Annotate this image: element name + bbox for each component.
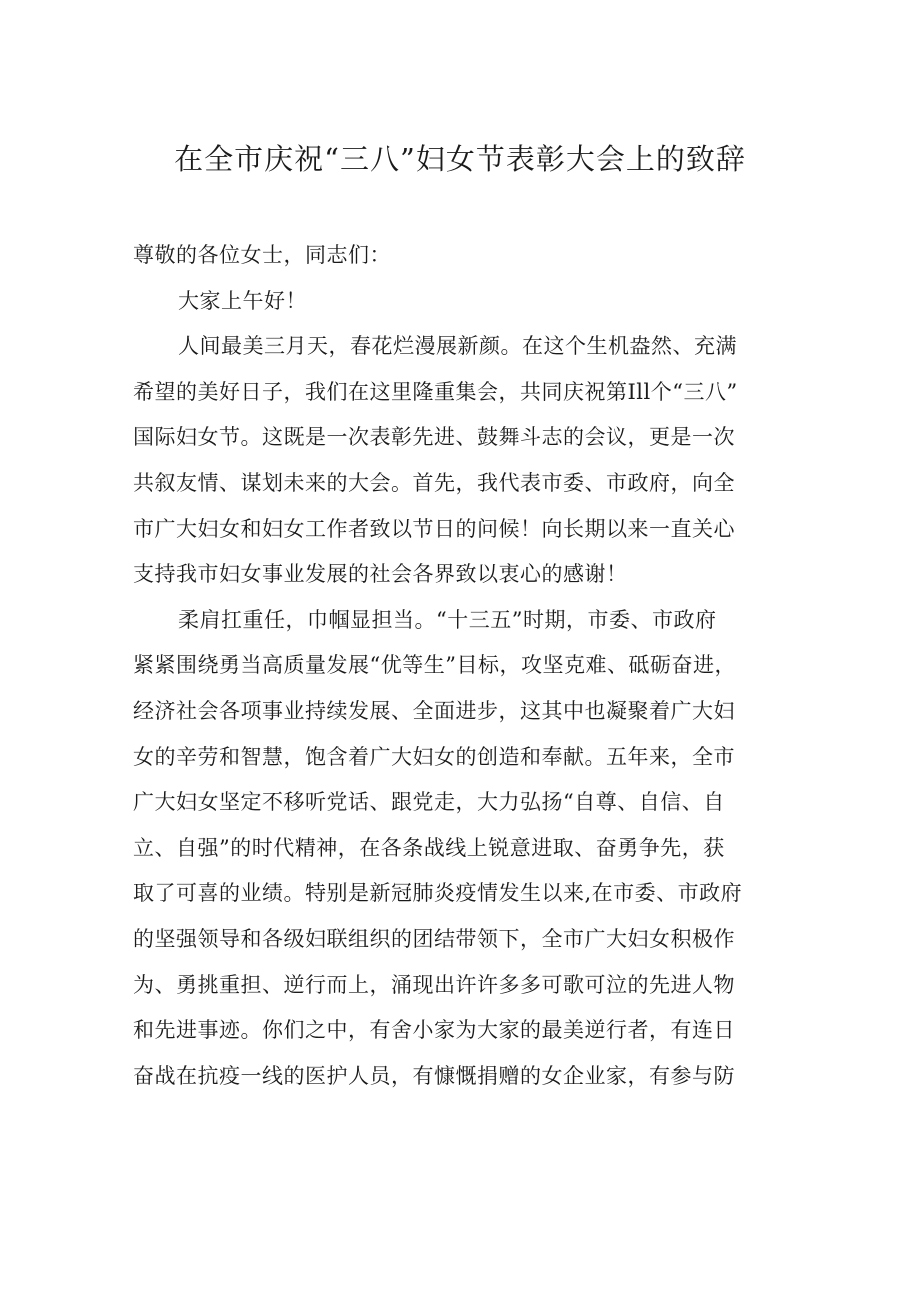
text-line: 市广大妇女和妇女工作者致以节日的问候！向长期以来一直关心 (133, 516, 735, 541)
text-line: 柔肩扛重任，巾帼显担当。“十三五”时期，市委、市政府 (178, 607, 717, 632)
text-line: 希望的美好日子，我们在这里隆重集会，共同庆祝第Ill个“三八” (133, 379, 738, 404)
text-line: 为、勇挑重担、逆行而上，涌现出许许多多可歌可泣的先进人物 (133, 972, 735, 997)
text-line: 取了可喜的业绩。特别是新冠肺炎疫情发生以来,在市委、市政府 (133, 881, 743, 906)
text-line: 和先进事迹。你们之中，有舍小家为大家的最美逆行者，有连日 (133, 1018, 735, 1043)
document-title: 在全市庆祝“三八”妇女节表彰大会上的致辞 (174, 142, 746, 176)
text-line: 立、自强”的时代精神，在各条战线上锐意进取、奋勇争先，获 (133, 835, 725, 860)
text-line: 共叙友情、谋划未来的大会。首先，我代表市委、市政府，向全 (133, 470, 735, 495)
text-line: 紧紧围绕勇当高质量发展“优等生”目标，攻坚克难、砥砺奋进， (133, 653, 736, 678)
text-line: 人间最美三月天，春花烂漫展新颜。在这个生机盎然、充满 (178, 334, 737, 359)
document-body (133, 233, 793, 1099)
text-line: 支持我市妇女事业发展的社会各界致以衷心的感谢！ (133, 562, 628, 587)
text-line: 尊敬的各位女士，同志们： (133, 243, 391, 267)
text-line: 的坚强领导和各级妇联组织的团结带领下，全市广大妇女积极作 (133, 926, 735, 951)
text-line: 广大妇女坚定不移听党话、跟党走，大力弘扬“自尊、自信、自 (133, 790, 725, 815)
text-line: 经济社会各项事业持续发展、全面进步，这其中也凝聚着广大妇 (133, 698, 735, 723)
text-line: 大家上午好！ (178, 288, 307, 313)
text-line: 奋战在抗疫一线的医护人员，有慷慨捐赠的女企业家，有参与防 (133, 1063, 735, 1088)
text-line: 国际妇女节。这既是一次表彰先进、鼓舞斗志的会议，更是一次 (133, 425, 735, 450)
text-line: 女的辛劳和智慧，饱含着广大妇女的创造和奉献。五年来，全市 (133, 744, 735, 769)
